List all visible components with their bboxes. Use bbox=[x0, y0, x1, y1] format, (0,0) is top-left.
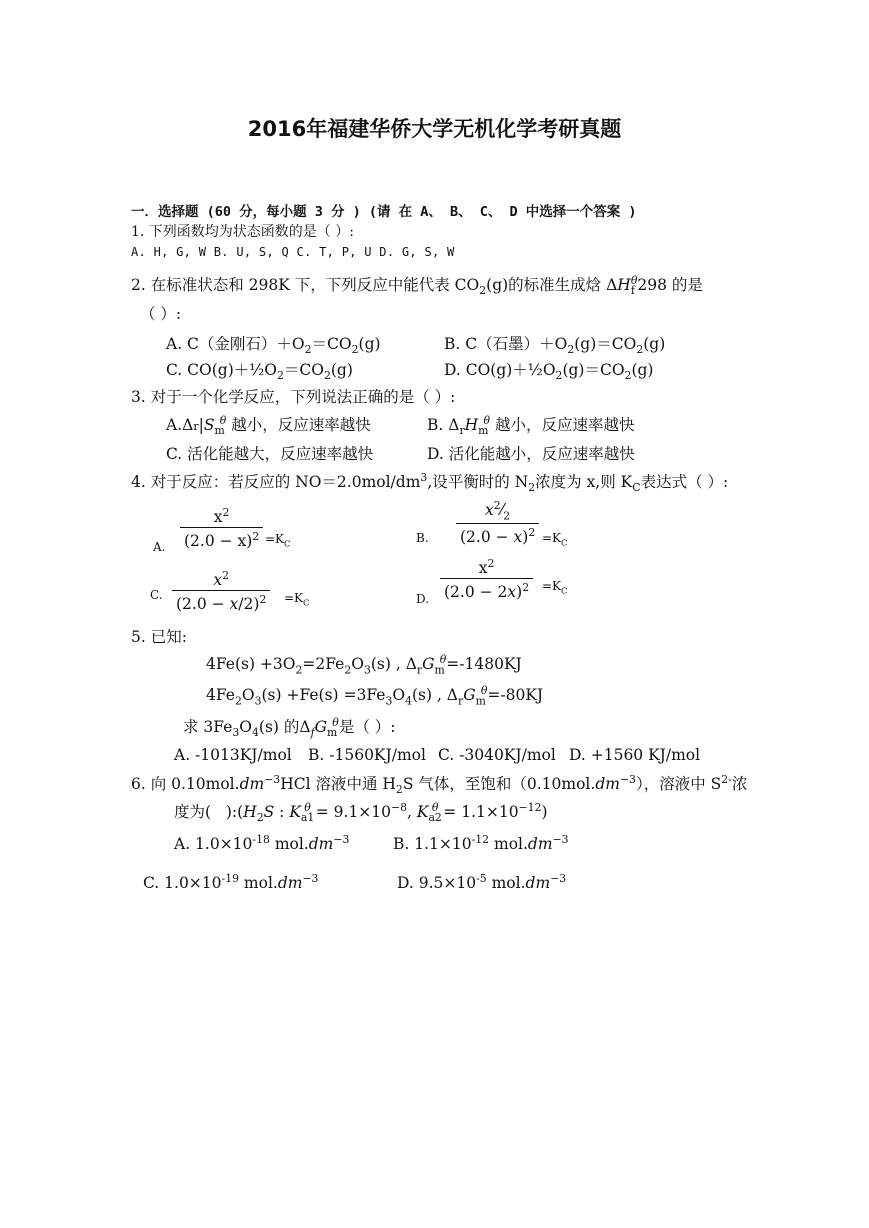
question-5-option-b: B. -1560KJ/mol bbox=[308, 746, 426, 764]
question-5-reaction-1: $4Fe(s) +3O_2=2Fe_2O_3(s)$ , $\Delta_rG_m^\theta=-1480KJ$ bbox=[206, 653, 522, 677]
page-title: 2016年福建华侨大学无机化学考研真题 bbox=[247, 117, 622, 141]
question-4-option-c-label: C. bbox=[150, 588, 163, 602]
question-4-option-a-label: A. bbox=[153, 540, 166, 554]
question-4-option-d-kc: $=K_C$ bbox=[542, 579, 568, 596]
question-4-option-b-kc: $=K_C$ bbox=[542, 531, 568, 548]
question-4-option-c-kc: $=K_C$ bbox=[284, 591, 310, 608]
question-1-stem: 1. 下列函数均为状态函数的是（ ）: bbox=[131, 224, 354, 240]
question-5-stem: 5. 已知: bbox=[131, 628, 187, 646]
question-4-option-d-label: D. bbox=[416, 592, 430, 606]
question-6-option-a: A. $1.0\times 10^{-18}$ $mol.dm^{-3}$ bbox=[174, 833, 350, 854]
question-3-option-c: C. 活化能越大，反应速率越快 bbox=[166, 445, 374, 463]
question-6-option-b: B. $1.1\times 10^{-12}$ $mol.dm^{-3}$ bbox=[393, 833, 569, 854]
question-6-stem: 6. 向 $0.10mol.dm^{-3}HCl$ 溶液中通 $H_2S$ 气体，至饱和$(0.10mol.dm^{-3})$，溶液中 $S^{2-}$浓 bbox=[131, 772, 748, 797]
question-5-option-d: D. +1560 KJ/mol bbox=[569, 746, 701, 764]
question-2-option-d: D. $CO(g)+\frac{1}{2}O_2(g)=CO_2(g)$ bbox=[444, 361, 654, 383]
question-2-paren: （ ）: bbox=[140, 305, 182, 323]
question-6-option-c: C. $1.0\times 10^{-19}$ $mol.dm^{-3}$ bbox=[143, 872, 319, 893]
question-5-option-c: C. -3040KJ/mol bbox=[438, 746, 556, 764]
question-4-option-a-kc: $=K_C$ bbox=[265, 532, 291, 549]
question-5-option-a: A. -1013KJ/mol bbox=[174, 746, 292, 764]
question-2-option-a: A. C（金刚石）$+O_2=CO_2(g)$ bbox=[166, 335, 381, 357]
section-heading: 一．选择题 (60 分，每小题 3 分 ) (请 在 A、 B、 C、 D 中选择一个答案 ) bbox=[131, 204, 637, 220]
question-5-reaction-2: $4Fe_2O_3(s) +Fe(s) =3Fe_3O_4(s)$ , $\Delta_rG_m^\theta=-80KJ$ bbox=[206, 684, 544, 708]
question-4-option-b-label: B. bbox=[416, 531, 429, 545]
question-2-option-c: C. $CO(g)+\frac{1}{2}O_2=CO_2(g)$ bbox=[166, 361, 353, 383]
question-3-option-a: $A.\Delta r|S_m^\theta$ 越小，反应速率越快 bbox=[166, 413, 371, 438]
question-1-options: A. H, G, W B. U, S, Q C. T, P, U D. G, S, W bbox=[131, 245, 455, 259]
question-4-option-a-fraction: $\frac{x^2}{(2.0 - x)^2}$ bbox=[180, 506, 263, 550]
question-6-option-d: D. $9.5\times 10^{-5}$ $mol.dm^{-3}$ bbox=[397, 872, 567, 893]
question-4-stem: 4. 对于反应：若反应的 $NO=2.0mol/dm^3$,设平衡时的 $N_2$浓度为 x,则 $K_C$表达式（ ）: bbox=[131, 470, 729, 495]
question-3-option-b: B. $\Delta_rH_m^\theta$ 越小，反应速率越快 bbox=[427, 413, 635, 438]
question-2-option-b: B. C（石墨）$+O_2(g)=CO_2(g)$ bbox=[444, 335, 666, 357]
question-2-stem: 2. 在标准状态和 298K 下，下列反应中能代表 $CO_2(g)$的标准生成焓 $\Delta H_f^\theta 298$ 的是 bbox=[131, 273, 703, 298]
question-4-option-b-fraction: $\frac{x^2⁄_2}{(2.0 - x)^2}$ bbox=[456, 499, 539, 546]
question-5-ask: 求 $3Fe_3O_4(s)$ 的$\Delta_fG_m^\theta$是（ ）: bbox=[183, 715, 396, 740]
question-3-option-d: D. 活化能越小，反应速率越快 bbox=[427, 445, 635, 463]
question-3-stem: 3. 对于一个化学反应，下列说法正确的是（ ）: bbox=[131, 388, 456, 406]
question-4-option-c-fraction: $\frac{x^2}{(2.0 - x/2)^2}$ bbox=[172, 569, 270, 613]
question-6-constants: 度为( )$:(H_2S$ : $K_{a1}^\theta = 9.1\times 10^{-8}$, $K_{a2}^\theta = 1.1\times 10^{-12}$) bbox=[174, 800, 548, 825]
question-4-option-d-fraction: $\frac{x^2}{(2.0 - 2x)^2}$ bbox=[440, 557, 533, 601]
